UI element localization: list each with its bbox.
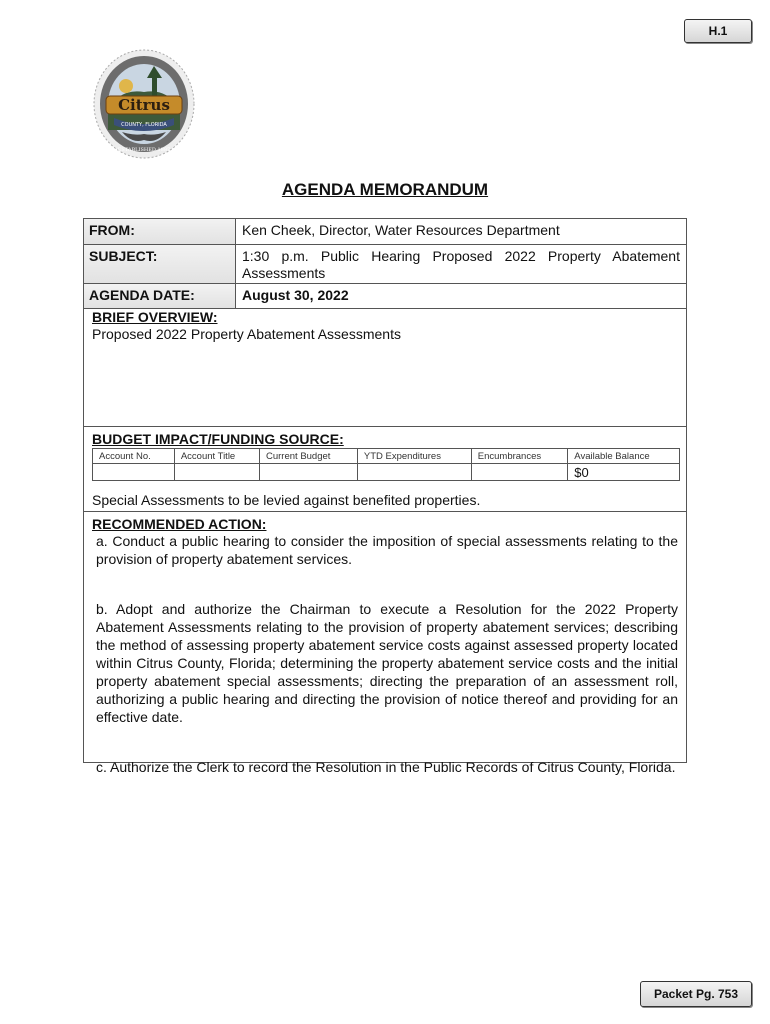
seal-name-text: Citrus: [118, 96, 170, 114]
budget-value-row: [93, 464, 680, 481]
col-available-balance: Available Balance: [568, 449, 680, 464]
budget-section: [83, 427, 687, 512]
budget-heading: BUDGET IMPACT/FUNDING SOURCE:: [92, 431, 344, 447]
brief-overview-section: [83, 305, 687, 427]
agenda-item-badge: H.1: [684, 19, 752, 43]
col-account-no: Account No.: [93, 449, 175, 464]
packet-page-badge: Packet Pg. 753: [640, 981, 752, 1007]
recommended-action-heading: RECOMMENDED ACTION:: [92, 516, 267, 532]
from-row: [84, 219, 686, 245]
col-current-budget: Current Budget: [260, 449, 358, 464]
cell-available-balance: $0: [568, 464, 680, 481]
budget-table: [92, 448, 680, 481]
brief-overview-heading: BRIEF OVERVIEW:: [92, 309, 218, 325]
cell-ytd-expenditures: [357, 464, 471, 481]
cell-account-title: [174, 464, 259, 481]
from-label: FROM:: [84, 219, 236, 244]
col-encumbrances: Encumbrances: [471, 449, 568, 464]
action-item-a: a. Conduct a public hearing to consider the imposition of special assessments relating to the provision of property abatement services.: [96, 533, 678, 567]
action-item-b: b. Adopt and authorize the Chairman to execute a Resolution for the 2022 Property Abatement Assessments relating to the provision of property abatement services; describing the method of assessing property abatement service costs against assessed property located within Citrus County, Florida; determining the property abatement service costs and the initial property abatement special assessments; directing the preparation of an assessment roll, authorizing a public hearing and directing the provision of notice thereof and providing for an effective date.: [96, 601, 678, 725]
memo-header-table: [83, 218, 687, 309]
seal-band-text: COUNTY, FLORIDA: [121, 122, 167, 128]
cell-current-budget: [260, 464, 358, 481]
subject-row: [84, 245, 686, 284]
from-value: Ken Cheek, Director, Water Resources Department: [242, 222, 560, 238]
cell-encumbrances: [471, 464, 568, 481]
seal-established-text: ESTABLISHED 1887: [117, 147, 171, 153]
subject-value: 1:30 p.m. Public Hearing Proposed 2022 Property Abatement Assessments: [242, 248, 680, 281]
memo-title: AGENDA MEMORANDUM: [281, 180, 489, 199]
budget-header-row: [93, 449, 680, 464]
agenda-date-value: August 30, 2022: [242, 287, 349, 303]
col-ytd-expenditures: YTD Expenditures: [357, 449, 471, 464]
recommended-action-section: [83, 512, 687, 775]
col-account-title: Account Title: [174, 449, 259, 464]
county-seal-logo: [92, 48, 196, 160]
agenda-date-label: AGENDA DATE:: [84, 284, 236, 308]
budget-note: Special Assessments to be levied against benefited properties.: [92, 492, 481, 508]
brief-overview-text: Proposed 2022 Property Abatement Assessments: [92, 326, 401, 342]
action-item-c: c. Authorize the Clerk to record the Resolution in the Public Records of Citrus County, Florida.: [96, 759, 676, 775]
subject-label: SUBJECT:: [84, 245, 236, 283]
cell-account-no: [93, 464, 175, 481]
